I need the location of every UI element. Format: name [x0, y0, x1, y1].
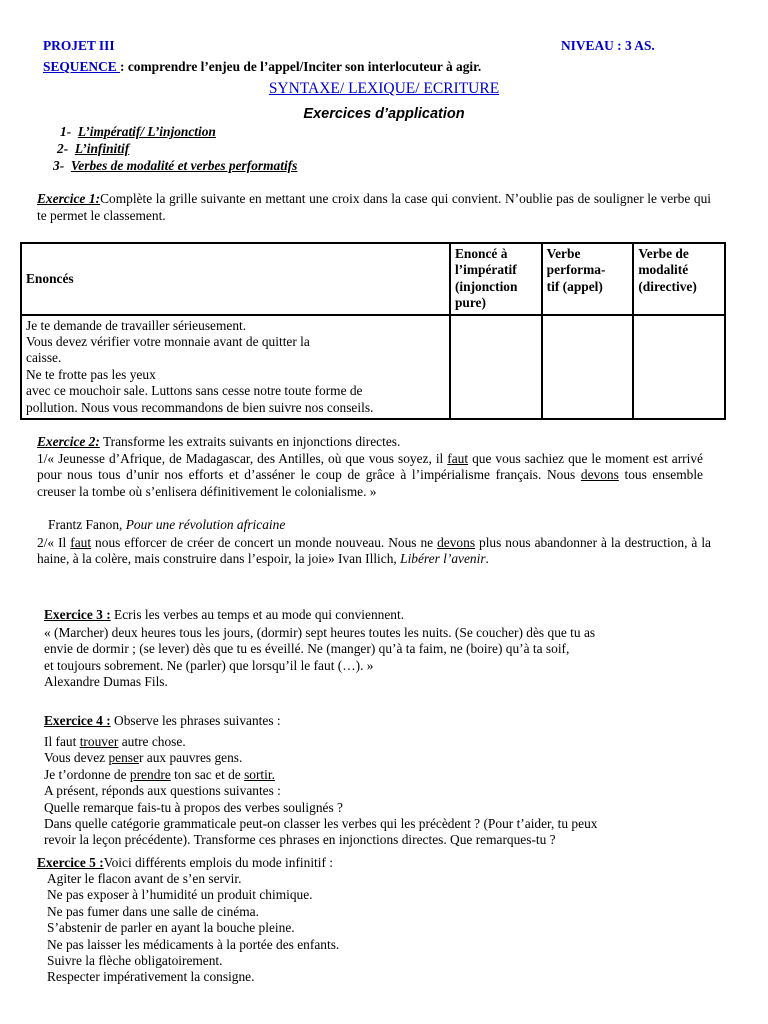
subtitle: Exercices d’application	[303, 106, 465, 122]
ex1-table	[20, 242, 726, 420]
list-item: S’abstenir de parler en ayant la bouche pleine.	[47, 920, 295, 936]
list-item: Suivre la flèche obligatoirement.	[47, 953, 223, 969]
table-cell-performatif-empty[interactable]	[542, 315, 634, 419]
ex5-list	[47, 871, 339, 986]
ex2-label: Exercice 2:	[37, 434, 100, 449]
underlined-sortir: sortir.	[244, 766, 275, 782]
table-header-enonces: Enoncés	[21, 243, 450, 315]
sequence-text: : comprendre l’enjeu de l’appel/Inciter son interlocuteur à agir.	[120, 59, 482, 74]
ex5-instruction	[37, 855, 333, 871]
ex3-instruction	[44, 607, 404, 623]
table-cell-modalite-empty[interactable]	[633, 315, 725, 419]
ex1-instruction	[37, 190, 711, 224]
underlined-faut-2: faut	[70, 535, 92, 550]
ex2-paragraph-1: 1/« Jeunesse d’Afrique, de Madagascar, des Antilles, où que vous soyez, il faut que vous sachiez que le moment est arrivé pour nous tous d’unir nos efforts et d’asséner le coup de grâce à l’impérialisme français. Nous devons tous ensemble creuser la tombe où s’enlisera définitivement le colonialisme. »	[37, 451, 704, 499]
table-header-performatif: Verbe performa- tif (appel)	[542, 243, 634, 315]
ex4-label: Exercice 4 :	[44, 713, 111, 728]
ex3-label: Exercice 3 :	[44, 607, 111, 622]
list-item: Agiter le flacon avant de s’en servir.	[47, 871, 242, 886]
underlined-devons-2: devons	[437, 535, 476, 550]
ex4-text: Observe les phrases suivantes :	[110, 713, 281, 728]
main-title: SYNTAXE/ LEXIQUE/ ECRITURE	[268, 80, 500, 97]
ex3-text: Ecris les verbes au temps et au mode qui conviennent.	[110, 607, 405, 622]
topic-1: 1- L’impératif/ L’injonction	[60, 124, 216, 139]
topic-2: 2- L’infinitif	[57, 141, 130, 156]
sequence-label: SEQUENCE	[43, 59, 121, 74]
ex5-text: Voici différents emplois du mode infinitif :	[103, 855, 334, 870]
underlined-prendre: prendre	[129, 766, 171, 782]
ex1-text: Complète la grille suivante en mettant une croix dans la case qui convient. N’oublie pas de souligner le verbe qui te permet le classement.	[37, 191, 711, 223]
list-item: Ne pas exposer à l’humidité un produit chimique.	[47, 887, 313, 903]
list-item: Ne pas laisser les médicaments à la portée des enfants.	[47, 936, 340, 952]
topic-3: 3- Verbes de modalité et verbes performatifs	[53, 158, 298, 173]
ex5-label: Exercice 5 :	[37, 855, 104, 870]
underlined-trouver: trouver	[79, 734, 119, 749]
list-item: Ne pas fumer dans une salle de cinéma.	[47, 903, 259, 919]
table-cell-imperatif-empty[interactable]	[450, 315, 542, 419]
ex4-instruction	[44, 713, 281, 729]
list-item: Respecter impérativement la consigne.	[47, 969, 255, 985]
niveau-label: NIVEAU : 3 AS.	[561, 38, 655, 53]
table-header-modalite: Verbe de modalité (directive)	[633, 243, 725, 315]
underlined-penser: pense	[108, 750, 139, 766]
table-cell-enonces: Je te demande de travailler sérieusement. Vous devez vérifier votre monnaie avant de quitter la caisse. Ne te frotte pas les yeux avec ce mouchoir sale. Luttons sans cesse notre toute forme de pollution. Nous vous recommandons de bien suivre nos conseils.	[21, 315, 450, 419]
sequence-line	[43, 59, 481, 75]
underlined-devons: devons	[580, 467, 619, 483]
ex3-lines: « (Marcher) deux heures tous les jours, (dormir) sept heures toutes les nuits. (Se coucher) dès que tu as envie de dormir ; (se lever) dès que tu es éveillé. Ne (manger) qu’à ta faim, ne (boire) qu’à ta soif, et toujours sobrement. Ne (parler) que lorsqu’il le faut (…). » Alexandre Dumas Fils.	[44, 625, 596, 690]
ex1-label: Exercice 1:	[37, 191, 101, 206]
table-header-imperatif: Enoncé à l’impératif (injonction pure)	[450, 243, 542, 315]
ex2-paragraph-2: 2/« Il faut nous efforcer de créer de concert un monde nouveau. Nous ne devons plus nous abandonner à la destruction, à la haine, à la colère, mais construire dans l’espoir, la joie» Ivan Illich, Libérer l’avenir.	[37, 535, 711, 567]
ex4-lines: Il faut trouver autre chose. Vous devez penser aux pauvres gens. Je t’ordonne de prendre ton sac et de sortir. A présent, réponds aux questions suivantes : Quelle remarque fais-tu à propos des verbes soulignés ? Dans quelle catégorie grammaticale peut-on classer les verbes qui les précèdent ? (Pour t’aider, tu peux revoir la leçon précédente). Transforme ces phrases en injonctions directes. Que remarques-tu ?	[44, 734, 598, 848]
ex2-author-1: Frantz Fanon, Pour une révolution africaine	[48, 517, 286, 532]
ex2-instruction	[37, 434, 400, 450]
ex2-text: Transforme les extraits suivants en injonctions directes.	[99, 434, 401, 449]
projet-label: PROJET III	[43, 38, 115, 53]
underlined-faut: faut	[447, 451, 469, 466]
